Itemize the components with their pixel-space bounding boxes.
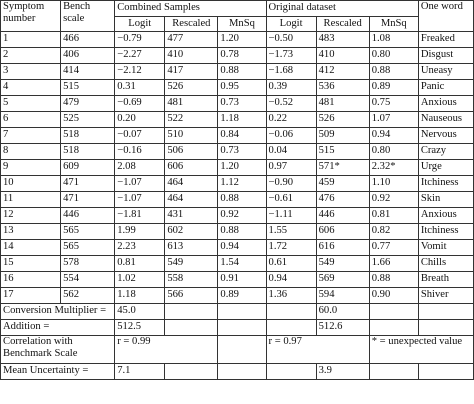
symptom-number-cell: 8 bbox=[1, 144, 61, 160]
one-word-cell: Disgust bbox=[418, 48, 473, 64]
logit-original-cell: 0.61 bbox=[266, 256, 316, 272]
logit-combined-cell: −1.07 bbox=[115, 192, 165, 208]
rescaled-original-cell: 606 bbox=[316, 224, 369, 240]
logit-combined-cell: −2.27 bbox=[115, 48, 165, 64]
mnsq-combined-cell: 1.20 bbox=[218, 32, 266, 48]
mnsq-original-cell: 0.89 bbox=[369, 80, 418, 96]
logit-original-cell: −0.50 bbox=[266, 32, 316, 48]
mnsq-original-cell: 0.80 bbox=[369, 144, 418, 160]
mnsq-combined-cell: 0.88 bbox=[218, 64, 266, 80]
table-row bbox=[1, 176, 474, 192]
header-combined-samples: Combined Samples bbox=[115, 1, 266, 17]
bench-scale-cell: 518 bbox=[61, 128, 115, 144]
rescaled-original-cell: 594 bbox=[316, 288, 369, 304]
rescaled-combined-cell: 481 bbox=[165, 96, 218, 112]
table-row bbox=[1, 80, 474, 96]
logit-original-cell: 0.94 bbox=[266, 272, 316, 288]
conversion-label: Conversion Multiplier = bbox=[1, 304, 115, 320]
mnsq-combined-cell: 1.20 bbox=[218, 160, 266, 176]
symptom-number-cell: 7 bbox=[1, 128, 61, 144]
table-row bbox=[1, 192, 474, 208]
addition-combined: 512.5 bbox=[115, 320, 165, 336]
symptom-number-cell: 2 bbox=[1, 48, 61, 64]
header-rescaled-original: Rescaled bbox=[316, 17, 369, 32]
footer-empty bbox=[165, 320, 218, 336]
bench-scale-cell: 562 bbox=[61, 288, 115, 304]
rescaled-original-cell: 476 bbox=[316, 192, 369, 208]
rescaled-combined-cell: 526 bbox=[165, 80, 218, 96]
rescaled-combined-cell: 410 bbox=[165, 48, 218, 64]
rescaled-original-cell: 569 bbox=[316, 272, 369, 288]
logit-original-cell: 1.36 bbox=[266, 288, 316, 304]
one-word-cell: Anxious bbox=[418, 96, 473, 112]
correlation-combined: r = 0.99 bbox=[115, 336, 218, 364]
one-word-cell: Shiver bbox=[418, 288, 473, 304]
mnsq-combined-cell: 1.54 bbox=[218, 256, 266, 272]
symptom-number-cell: 16 bbox=[1, 272, 61, 288]
footer-row-correlation bbox=[1, 336, 474, 364]
symptom-number-cell: 6 bbox=[1, 112, 61, 128]
bench-scale-cell: 471 bbox=[61, 176, 115, 192]
mnsq-combined-cell: 0.73 bbox=[218, 144, 266, 160]
mnsq-combined-cell: 0.88 bbox=[218, 224, 266, 240]
correlation-original: r = 0.97 bbox=[266, 336, 369, 364]
addition-label: Addition = bbox=[1, 320, 115, 336]
bench-scale-cell: 565 bbox=[61, 224, 115, 240]
bench-scale-cell: 578 bbox=[61, 256, 115, 272]
symptom-number-cell: 12 bbox=[1, 208, 61, 224]
header-bench-scale: Bench scale bbox=[61, 1, 115, 32]
one-word-cell: Vomit bbox=[418, 240, 473, 256]
one-word-cell: Breath bbox=[418, 272, 473, 288]
header-original-dataset: Original dataset bbox=[266, 1, 418, 17]
logit-original-cell: −1.68 bbox=[266, 64, 316, 80]
mnsq-original-cell: 0.77 bbox=[369, 240, 418, 256]
one-word-cell: Itchiness bbox=[418, 176, 473, 192]
table-row bbox=[1, 144, 474, 160]
mnsq-original-cell: 2.32* bbox=[369, 160, 418, 176]
table-row bbox=[1, 272, 474, 288]
one-word-cell: Nervous bbox=[418, 128, 473, 144]
symptom-number-cell: 1 bbox=[1, 32, 61, 48]
one-word-cell: Freaked bbox=[418, 32, 473, 48]
symptom-number-cell: 14 bbox=[1, 240, 61, 256]
mnsq-combined-cell: 1.18 bbox=[218, 112, 266, 128]
mnsq-original-cell: 0.94 bbox=[369, 128, 418, 144]
rescaled-combined-cell: 510 bbox=[165, 128, 218, 144]
bench-scale-cell: 518 bbox=[61, 144, 115, 160]
mnsq-combined-cell: 0.95 bbox=[218, 80, 266, 96]
table-row bbox=[1, 240, 474, 256]
rescaled-combined-cell: 431 bbox=[165, 208, 218, 224]
logit-original-cell: −0.52 bbox=[266, 96, 316, 112]
footer-empty bbox=[218, 320, 266, 336]
rescaled-original-cell: 509 bbox=[316, 128, 369, 144]
rescaled-combined-cell: 549 bbox=[165, 256, 218, 272]
symptom-number-cell: 5 bbox=[1, 96, 61, 112]
rescaled-original-cell: 616 bbox=[316, 240, 369, 256]
rescaled-original-cell: 412 bbox=[316, 64, 369, 80]
bench-scale-cell: 525 bbox=[61, 112, 115, 128]
logit-original-cell: −1.73 bbox=[266, 48, 316, 64]
logit-combined-cell: −2.12 bbox=[115, 64, 165, 80]
logit-combined-cell: −1.07 bbox=[115, 176, 165, 192]
bench-scale-cell: 609 bbox=[61, 160, 115, 176]
mnsq-original-cell: 1.10 bbox=[369, 176, 418, 192]
one-word-cell: Crazy bbox=[418, 144, 473, 160]
rescaled-original-cell: 526 bbox=[316, 112, 369, 128]
footer-empty bbox=[218, 364, 266, 380]
rescaled-original-cell: 410 bbox=[316, 48, 369, 64]
rescaled-combined-cell: 558 bbox=[165, 272, 218, 288]
logit-original-cell: 0.39 bbox=[266, 80, 316, 96]
logit-combined-cell: 1.99 bbox=[115, 224, 165, 240]
header-mnsq-original: MnSq bbox=[369, 17, 418, 32]
logit-combined-cell: −0.07 bbox=[115, 128, 165, 144]
mnsq-combined-cell: 0.84 bbox=[218, 128, 266, 144]
footer-empty bbox=[369, 320, 418, 336]
footer-empty bbox=[266, 320, 316, 336]
header-row bbox=[1, 1, 474, 17]
mnsq-combined-cell: 0.88 bbox=[218, 192, 266, 208]
bench-scale-cell: 446 bbox=[61, 208, 115, 224]
rescaled-combined-cell: 602 bbox=[165, 224, 218, 240]
mnsq-original-cell: 1.08 bbox=[369, 32, 418, 48]
mnsq-combined-cell: 0.89 bbox=[218, 288, 266, 304]
logit-original-cell: 0.97 bbox=[266, 160, 316, 176]
rescaled-combined-cell: 606 bbox=[165, 160, 218, 176]
bench-scale-cell: 565 bbox=[61, 240, 115, 256]
footer-empty bbox=[418, 320, 473, 336]
rescaled-original-cell: 483 bbox=[316, 32, 369, 48]
symptom-number-cell: 9 bbox=[1, 160, 61, 176]
mnsq-original-cell: 0.82 bbox=[369, 224, 418, 240]
header-rescaled-combined: Rescaled bbox=[165, 17, 218, 32]
mnsq-combined-cell: 0.78 bbox=[218, 48, 266, 64]
footer-row-uncertainty bbox=[1, 364, 474, 380]
header-mnsq-combined: MnSq bbox=[218, 17, 266, 32]
conversion-combined: 45.0 bbox=[115, 304, 165, 320]
logit-original-cell: −1.11 bbox=[266, 208, 316, 224]
logit-combined-cell: −1.81 bbox=[115, 208, 165, 224]
logit-original-cell: −0.90 bbox=[266, 176, 316, 192]
unexpected-value-note: * = unexpected value bbox=[369, 336, 473, 364]
rescaled-combined-cell: 613 bbox=[165, 240, 218, 256]
uncertainty-combined: 7.1 bbox=[115, 364, 165, 380]
logit-original-cell: 0.22 bbox=[266, 112, 316, 128]
one-word-cell: Itchiness bbox=[418, 224, 473, 240]
mnsq-original-cell: 1.66 bbox=[369, 256, 418, 272]
mnsq-combined-cell: 0.91 bbox=[218, 272, 266, 288]
footer-row-addition bbox=[1, 320, 474, 336]
table-row bbox=[1, 128, 474, 144]
footer-empty bbox=[369, 304, 418, 320]
mnsq-original-cell: 0.90 bbox=[369, 288, 418, 304]
footer-empty bbox=[218, 336, 266, 364]
mnsq-original-cell: 0.81 bbox=[369, 208, 418, 224]
logit-combined-cell: 1.02 bbox=[115, 272, 165, 288]
mnsq-combined-cell: 1.12 bbox=[218, 176, 266, 192]
header-symptom-number: Symptom number bbox=[1, 1, 61, 32]
footer-empty bbox=[218, 304, 266, 320]
addition-original: 512.6 bbox=[316, 320, 369, 336]
bench-scale-cell: 406 bbox=[61, 48, 115, 64]
symptom-number-cell: 3 bbox=[1, 64, 61, 80]
table-row bbox=[1, 48, 474, 64]
bench-scale-cell: 479 bbox=[61, 96, 115, 112]
symptom-number-cell: 11 bbox=[1, 192, 61, 208]
mnsq-original-cell: 1.07 bbox=[369, 112, 418, 128]
uncertainty-label: Mean Uncertainty = bbox=[1, 364, 115, 380]
rescaled-original-cell: 571* bbox=[316, 160, 369, 176]
logit-combined-cell: 0.31 bbox=[115, 80, 165, 96]
table-footer bbox=[1, 304, 474, 380]
table-row bbox=[1, 64, 474, 80]
table-row bbox=[1, 112, 474, 128]
logit-original-cell: −0.61 bbox=[266, 192, 316, 208]
footer-row-conversion bbox=[1, 304, 474, 320]
header-one-word: One word bbox=[418, 1, 473, 32]
rescaled-original-cell: 536 bbox=[316, 80, 369, 96]
logit-combined-cell: 0.20 bbox=[115, 112, 165, 128]
correlation-label: Correlation with Benchmark Scale bbox=[1, 336, 115, 364]
one-word-cell: Panic bbox=[418, 80, 473, 96]
one-word-cell: Chills bbox=[418, 256, 473, 272]
footer-empty bbox=[418, 304, 473, 320]
one-word-cell: Uneasy bbox=[418, 64, 473, 80]
symptom-number-cell: 13 bbox=[1, 224, 61, 240]
table-row bbox=[1, 256, 474, 272]
symptom-number-cell: 17 bbox=[1, 288, 61, 304]
table-row bbox=[1, 96, 474, 112]
mnsq-original-cell: 0.80 bbox=[369, 48, 418, 64]
mnsq-original-cell: 0.88 bbox=[369, 272, 418, 288]
bench-scale-cell: 471 bbox=[61, 192, 115, 208]
table-row bbox=[1, 224, 474, 240]
rescaled-original-cell: 481 bbox=[316, 96, 369, 112]
table-row bbox=[1, 288, 474, 304]
mnsq-combined-cell: 0.94 bbox=[218, 240, 266, 256]
footer-empty bbox=[418, 364, 473, 380]
logit-combined-cell: −0.69 bbox=[115, 96, 165, 112]
rescaled-original-cell: 515 bbox=[316, 144, 369, 160]
footer-empty bbox=[165, 304, 218, 320]
logit-original-cell: −0.06 bbox=[266, 128, 316, 144]
table-row bbox=[1, 208, 474, 224]
one-word-cell: Nauseous bbox=[418, 112, 473, 128]
mnsq-combined-cell: 0.73 bbox=[218, 96, 266, 112]
one-word-cell: Urge bbox=[418, 160, 473, 176]
table-body bbox=[1, 32, 474, 304]
rescaled-original-cell: 446 bbox=[316, 208, 369, 224]
logit-combined-cell: 2.23 bbox=[115, 240, 165, 256]
mnsq-original-cell: 0.92 bbox=[369, 192, 418, 208]
logit-combined-cell: −0.16 bbox=[115, 144, 165, 160]
header-logit-original: Logit bbox=[266, 17, 316, 32]
bench-scale-cell: 414 bbox=[61, 64, 115, 80]
conversion-original: 60.0 bbox=[316, 304, 369, 320]
one-word-cell: Anxious bbox=[418, 208, 473, 224]
rescaled-original-cell: 549 bbox=[316, 256, 369, 272]
rescaled-combined-cell: 477 bbox=[165, 32, 218, 48]
table-row bbox=[1, 160, 474, 176]
mnsq-combined-cell: 0.92 bbox=[218, 208, 266, 224]
footer-empty bbox=[369, 364, 418, 380]
rescaled-combined-cell: 566 bbox=[165, 288, 218, 304]
header-logit-combined: Logit bbox=[115, 17, 165, 32]
logit-original-cell: 1.72 bbox=[266, 240, 316, 256]
rescaled-combined-cell: 522 bbox=[165, 112, 218, 128]
symptom-number-cell: 10 bbox=[1, 176, 61, 192]
symptom-number-cell: 4 bbox=[1, 80, 61, 96]
uncertainty-original: 3.9 bbox=[316, 364, 369, 380]
one-word-cell: Skin bbox=[418, 192, 473, 208]
rescaled-combined-cell: 464 bbox=[165, 192, 218, 208]
logit-combined-cell: 1.18 bbox=[115, 288, 165, 304]
bench-scale-cell: 466 bbox=[61, 32, 115, 48]
rescaled-combined-cell: 464 bbox=[165, 176, 218, 192]
footer-empty bbox=[266, 364, 316, 380]
logit-combined-cell: 2.08 bbox=[115, 160, 165, 176]
mnsq-original-cell: 0.75 bbox=[369, 96, 418, 112]
rescaled-combined-cell: 506 bbox=[165, 144, 218, 160]
bench-scale-cell: 554 bbox=[61, 272, 115, 288]
logit-original-cell: 1.55 bbox=[266, 224, 316, 240]
logit-original-cell: 0.04 bbox=[266, 144, 316, 160]
footer-empty bbox=[165, 364, 218, 380]
footer-empty bbox=[266, 304, 316, 320]
bench-scale-cell: 515 bbox=[61, 80, 115, 96]
symptom-number-cell: 15 bbox=[1, 256, 61, 272]
table-row bbox=[1, 32, 474, 48]
rescaled-combined-cell: 417 bbox=[165, 64, 218, 80]
logit-combined-cell: −0.79 bbox=[115, 32, 165, 48]
logit-combined-cell: 0.81 bbox=[115, 256, 165, 272]
mnsq-original-cell: 0.88 bbox=[369, 64, 418, 80]
rescaled-original-cell: 459 bbox=[316, 176, 369, 192]
